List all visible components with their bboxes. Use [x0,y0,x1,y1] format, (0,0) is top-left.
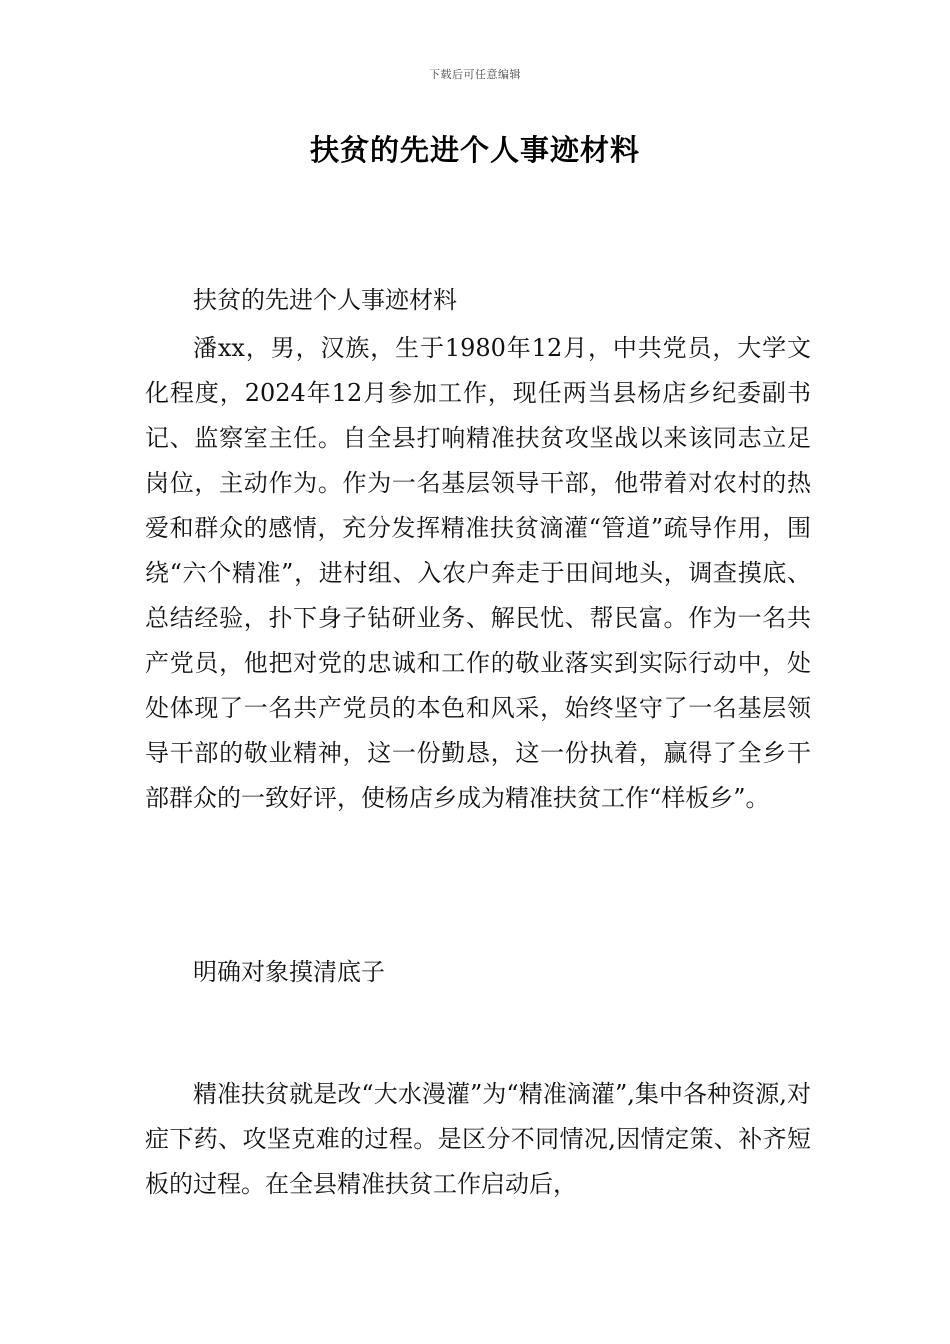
document-title: 扶贫的先进个人事迹材料 [309,133,640,167]
paragraph-intro: 潘xx，男，汉族，生于1980年12月，中共党员，大学文化程度，2024年12月参加工作，现任两当县杨店乡纪委副书记、监察室主任。自全县打响精准扶贫攻坚战以来该同志立足岗位，主动作为。作为一名基层领导干部，他带着对农村的热爱和群众的感情，充分发挥精准扶贫滴灌“管道”疏导作用，围绕“六个精准”，进村组、入农户奔走于田间地头，调查摸底、总结经验，扑下身子钻研业务、解民忧、帮民富。作为一名共产党员，他把对党的忠诚和工作的敬业落实到实际行动中，处处体现了一名共产党员的本色和风采，始终坚守了一名基层领导干部的敬业精神，这一份勤恳，这一份执着，赢得了全乡干部群众的一致好评，使杨店乡成为精准扶贫工作“样板乡”。 [145,334,811,812]
header-note: 下载后可任意编辑 [429,68,521,81]
paragraph-section: 精准扶贫就是改“大水漫灌”为“精准滴灌”,集中各种资源,对症下药、攻坚克难的过程。是区分不同情况,因情定策、补齐短板的过程。在全县精准扶贫工作启动后， [145,1080,811,1198]
subtitle: 扶贫的先进个人事迹材料 [193,286,457,314]
section-heading: 明确对象摸清底子 [193,958,385,986]
